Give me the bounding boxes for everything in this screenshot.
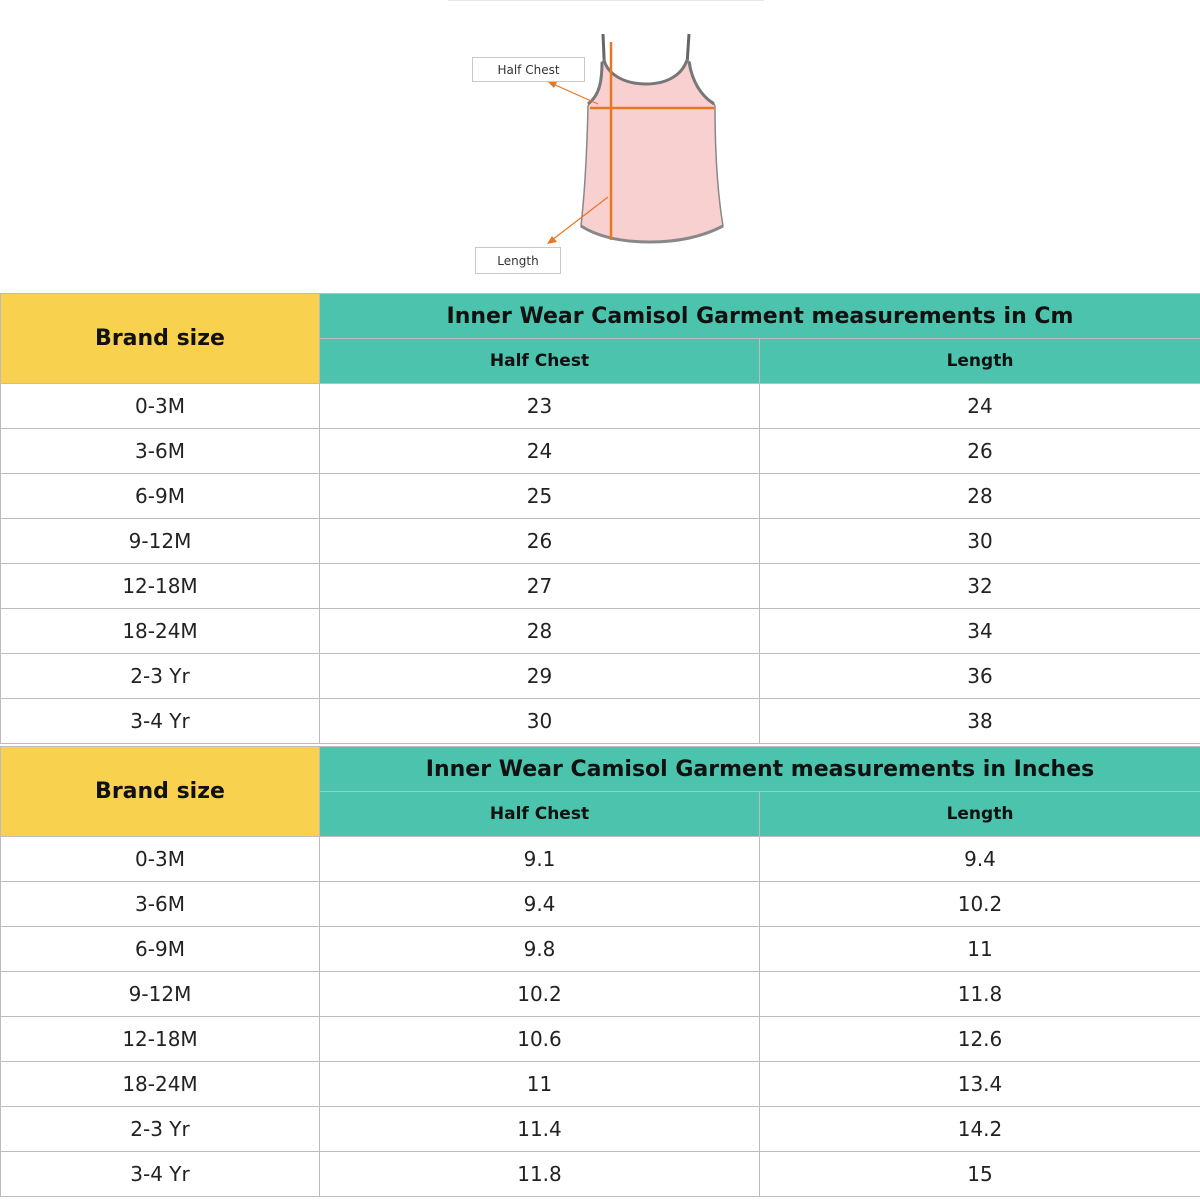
size-cell: 12-18M xyxy=(1,564,320,609)
table-header-row xyxy=(1,294,1200,339)
table-row xyxy=(1,474,1200,519)
table-row xyxy=(1,972,1200,1017)
half-chest-column-header: Half Chest xyxy=(320,339,760,384)
size-cell: 6-9M xyxy=(1,927,320,972)
table-title: Inner Wear Camisol Garment measurements in Inches xyxy=(320,747,1200,792)
size-cell: 3-6M xyxy=(1,429,320,474)
size-cell: 3-4 Yr xyxy=(1,1152,320,1197)
half-chest-cell: 11.8 xyxy=(320,1152,760,1197)
size-cell: 3-4 Yr xyxy=(1,699,320,744)
cm-size-table xyxy=(0,293,1200,744)
table-row xyxy=(1,1107,1200,1152)
size-cell: 6-9M xyxy=(1,474,320,519)
size-cell: 9-12M xyxy=(1,519,320,564)
length-cell: 34 xyxy=(760,609,1200,654)
half-chest-cell: 11.4 xyxy=(320,1107,760,1152)
size-cell: 18-24M xyxy=(1,609,320,654)
table-row xyxy=(1,519,1200,564)
length-cell: 32 xyxy=(760,564,1200,609)
table-row xyxy=(1,564,1200,609)
half-chest-cell: 10.2 xyxy=(320,972,760,1017)
half-chest-callout: Half Chest xyxy=(472,57,585,82)
length-cell: 15 xyxy=(760,1152,1200,1197)
inch-size-table xyxy=(0,746,1200,1197)
size-cell: 2-3 Yr xyxy=(1,1107,320,1152)
length-cell: 11.8 xyxy=(760,972,1200,1017)
length-column-header: Length xyxy=(760,792,1200,837)
table-row xyxy=(1,609,1200,654)
length-cell: 26 xyxy=(760,429,1200,474)
length-cell: 9.4 xyxy=(760,837,1200,882)
length-column-header: Length xyxy=(760,339,1200,384)
table-row xyxy=(1,927,1200,972)
size-cell: 0-3M xyxy=(1,837,320,882)
half-chest-cell: 26 xyxy=(320,519,760,564)
size-cell: 9-12M xyxy=(1,972,320,1017)
table-row xyxy=(1,654,1200,699)
half-chest-cell: 9.1 xyxy=(320,837,760,882)
half-chest-cell: 10.6 xyxy=(320,1017,760,1062)
length-cell: 12.6 xyxy=(760,1017,1200,1062)
table-row xyxy=(1,837,1200,882)
size-cell: 0-3M xyxy=(1,384,320,429)
size-cell: 12-18M xyxy=(1,1017,320,1062)
half-chest-cell: 9.8 xyxy=(320,927,760,972)
length-cell: 38 xyxy=(760,699,1200,744)
brand-size-header: Brand size xyxy=(1,294,320,384)
table-row xyxy=(1,1017,1200,1062)
length-cell: 14.2 xyxy=(760,1107,1200,1152)
length-cell: 13.4 xyxy=(760,1062,1200,1107)
table-title: Inner Wear Camisol Garment measurements in Cm xyxy=(320,294,1200,339)
table-row xyxy=(1,1152,1200,1197)
table-row xyxy=(1,699,1200,744)
table-row xyxy=(1,882,1200,927)
size-cell: 2-3 Yr xyxy=(1,654,320,699)
size-cell: 3-6M xyxy=(1,882,320,927)
half-chest-cell: 24 xyxy=(320,429,760,474)
length-cell: 10.2 xyxy=(760,882,1200,927)
table-row xyxy=(1,1062,1200,1107)
half-chest-cell: 25 xyxy=(320,474,760,519)
length-cell: 36 xyxy=(760,654,1200,699)
garment-diagram xyxy=(0,0,1200,293)
table-header-row xyxy=(1,747,1200,792)
camisole-illustration xyxy=(0,0,1200,293)
length-cell: 24 xyxy=(760,384,1200,429)
length-cell: 30 xyxy=(760,519,1200,564)
half-chest-cell: 28 xyxy=(320,609,760,654)
size-cell: 18-24M xyxy=(1,1062,320,1107)
half-chest-cell: 23 xyxy=(320,384,760,429)
half-chest-cell: 29 xyxy=(320,654,760,699)
half-chest-cell: 11 xyxy=(320,1062,760,1107)
half-chest-cell: 27 xyxy=(320,564,760,609)
length-cell: 28 xyxy=(760,474,1200,519)
length-cell: 11 xyxy=(760,927,1200,972)
table-row xyxy=(1,429,1200,474)
half-chest-cell: 9.4 xyxy=(320,882,760,927)
length-callout: Length xyxy=(475,247,561,274)
half-chest-pointer xyxy=(553,84,598,104)
half-chest-cell: 30 xyxy=(320,699,760,744)
table-row xyxy=(1,384,1200,429)
camisole-body xyxy=(581,60,723,242)
half-chest-column-header: Half Chest xyxy=(320,792,760,837)
brand-size-header: Brand size xyxy=(1,747,320,837)
